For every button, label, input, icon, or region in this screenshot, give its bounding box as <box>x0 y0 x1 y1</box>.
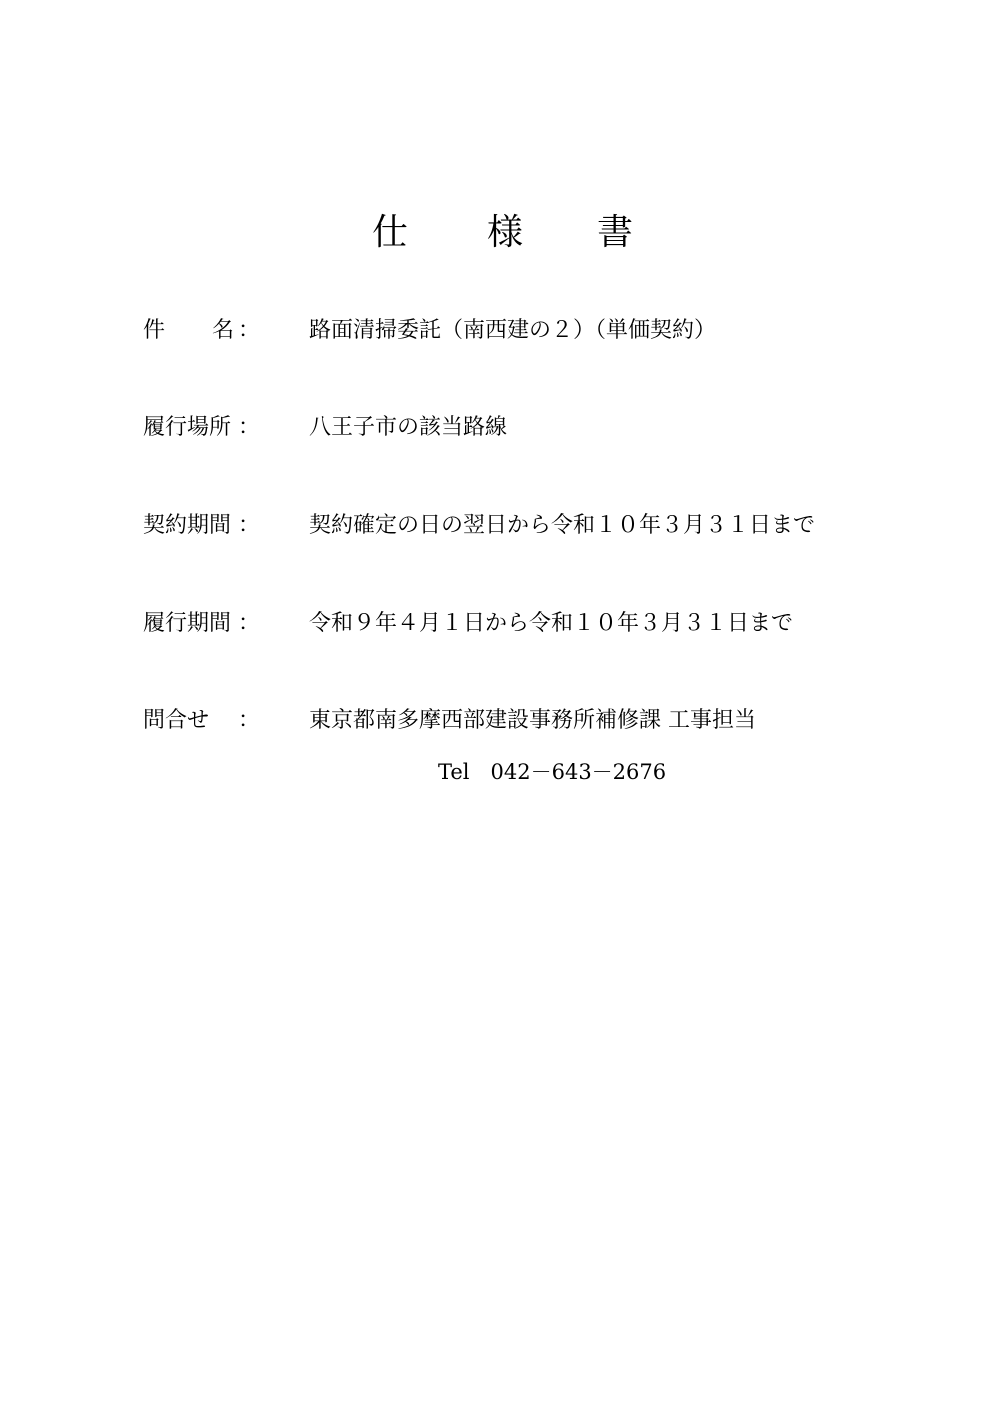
location-label: 履行場所 <box>143 415 232 440</box>
performance-period-label: 履行期間 <box>143 611 232 636</box>
contract-period-value: 契約確定の日の翌日から令和１０年３月３１日まで <box>309 513 816 538</box>
title-char-3: 書 <box>597 212 634 253</box>
subject-label-part-1: 件 <box>143 318 166 343</box>
location-colon: ： <box>238 415 261 440</box>
inquiry-value: 東京都南多摩西部建設事務所補修課 工事担当 <box>309 708 756 733</box>
location-value: 八王子市の該当路線 <box>309 415 508 440</box>
inquiry-label: 問合せ <box>143 708 210 733</box>
performance-period-value: 令和９年４月１日から令和１０年３月３１日まで <box>309 611 794 636</box>
field-inquiry <box>0 705 1000 737</box>
document-title <box>0 208 1000 258</box>
field-contract-period <box>0 510 1000 542</box>
subject-label-part-2: 名 <box>212 318 235 343</box>
title-char-2: 様 <box>487 212 524 253</box>
title-char-1: 仕 <box>372 212 409 253</box>
field-subject <box>0 315 1000 347</box>
contract-period-label: 契約期間 <box>143 513 232 538</box>
inquiry-colon: ： <box>238 708 261 733</box>
subject-value: 路面清掃委託（南西建の２）（単価契約） <box>309 318 717 343</box>
contract-period-colon: ： <box>238 513 261 538</box>
subject-colon: ： <box>238 318 261 343</box>
field-performance-period <box>0 608 1000 640</box>
field-location <box>0 412 1000 444</box>
inquiry-tel: Tel 042－643－2676 <box>438 760 667 784</box>
performance-period-colon: ： <box>238 611 261 636</box>
